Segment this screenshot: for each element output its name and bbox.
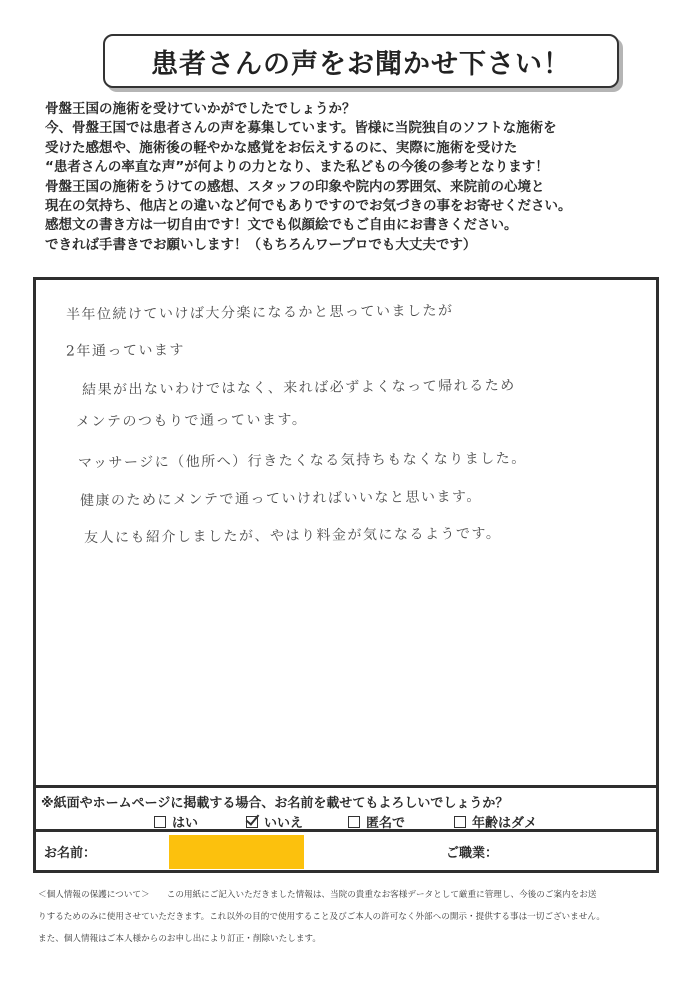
handwritten-line: 2年通っています — [65, 342, 186, 360]
privacy-line: りするためのみに使用させていただきます。これ以外の目的で使用すること及びご本人の許可なく外部への開示・提供する事は一切ございません。 — [38, 912, 606, 922]
publish-permission-section — [36, 785, 656, 829]
page-title: 患者さんの声をお聞かせ下さい！ — [151, 48, 571, 80]
handwritten-line: 結果が出ないわけではなく、来れば必ずよくなって帰れるため — [81, 377, 516, 399]
privacy-line: ＜個人情報の保護について＞ この用紙にご記入いただきました情報は、当院の貴重なお客様データとして厳重に管理し、今後のご案内をお送 — [38, 890, 597, 900]
name-redaction-block — [169, 835, 304, 869]
checkbox-no-age[interactable] — [454, 816, 466, 828]
privacy-line: また、個人情報はご本人様からのお申し出により訂正・削除いたします。 — [38, 934, 321, 944]
intro-line: 現在の気持ち、他店との違いなど何でもありですのでお気づきの事をお寄せください。 — [45, 198, 572, 215]
job-label: ご職業： — [446, 846, 499, 861]
handwritten-line: 健康のためにメンテで通っていければいいなと思います。 — [79, 488, 482, 510]
option-label: 匿名で — [366, 816, 406, 831]
intro-line: 今、骨盤王国では患者さんの声を募集しています。皆様に当院独自のソフトな施術を — [45, 120, 557, 137]
intro-line: 骨盤王国の施術を受けていかがでしたでしょうか？ — [45, 101, 356, 117]
handwritten-line: 友人にも紹介しましたが、やはり料金が気になるようです。 — [83, 525, 502, 547]
comment-area[interactable] — [36, 280, 656, 785]
option-label: はい — [172, 816, 199, 831]
intro-line: “患者さんの率直な声”が何よりの力となり、また私どもの今後の参考となります！ — [45, 159, 549, 176]
checkbox-yes[interactable] — [154, 816, 166, 828]
intro-line: 感想文の書き方は一切自由です！文でも似顔絵でもご自由にお書きください。 — [45, 217, 518, 234]
name-job-section — [36, 829, 656, 870]
privacy-notice — [38, 884, 668, 950]
intro-line: 骨盤王国の施術をうけての感想、スタッフの印象や院内の雰囲気、来院前の心境と — [45, 178, 545, 195]
feedback-form-frame — [33, 277, 659, 873]
handwritten-line: メンテのつもりで通っています。 — [75, 411, 308, 431]
intro-line: できれば手書きでお願いします！（もちろんワープロでも大丈夫です） — [45, 236, 477, 253]
intro-text — [45, 100, 665, 255]
name-label: お名前： — [44, 846, 97, 861]
handwritten-line: マッサージに（他所へ）行きたくなる気持ちもなくなりました。 — [77, 450, 527, 472]
publish-question: ※紙面やホームページに掲載する場合、お名前を載せてもよろしいでしょうか？ — [41, 796, 509, 811]
option-label: いいえ — [264, 816, 304, 831]
intro-line: 受けた感想や、施術後の軽やかな感覚をお伝えするのに、実際に施術を受けた — [45, 139, 518, 156]
checkbox-no-checked[interactable] — [246, 816, 258, 828]
title-banner — [103, 34, 619, 88]
checkbox-anonymous[interactable] — [348, 816, 360, 828]
publish-options — [36, 812, 656, 831]
option-label: 年齢はダメ — [472, 816, 538, 831]
handwritten-line: 半年位続けていけば大分楽になるかと思っていましたが — [65, 302, 454, 324]
